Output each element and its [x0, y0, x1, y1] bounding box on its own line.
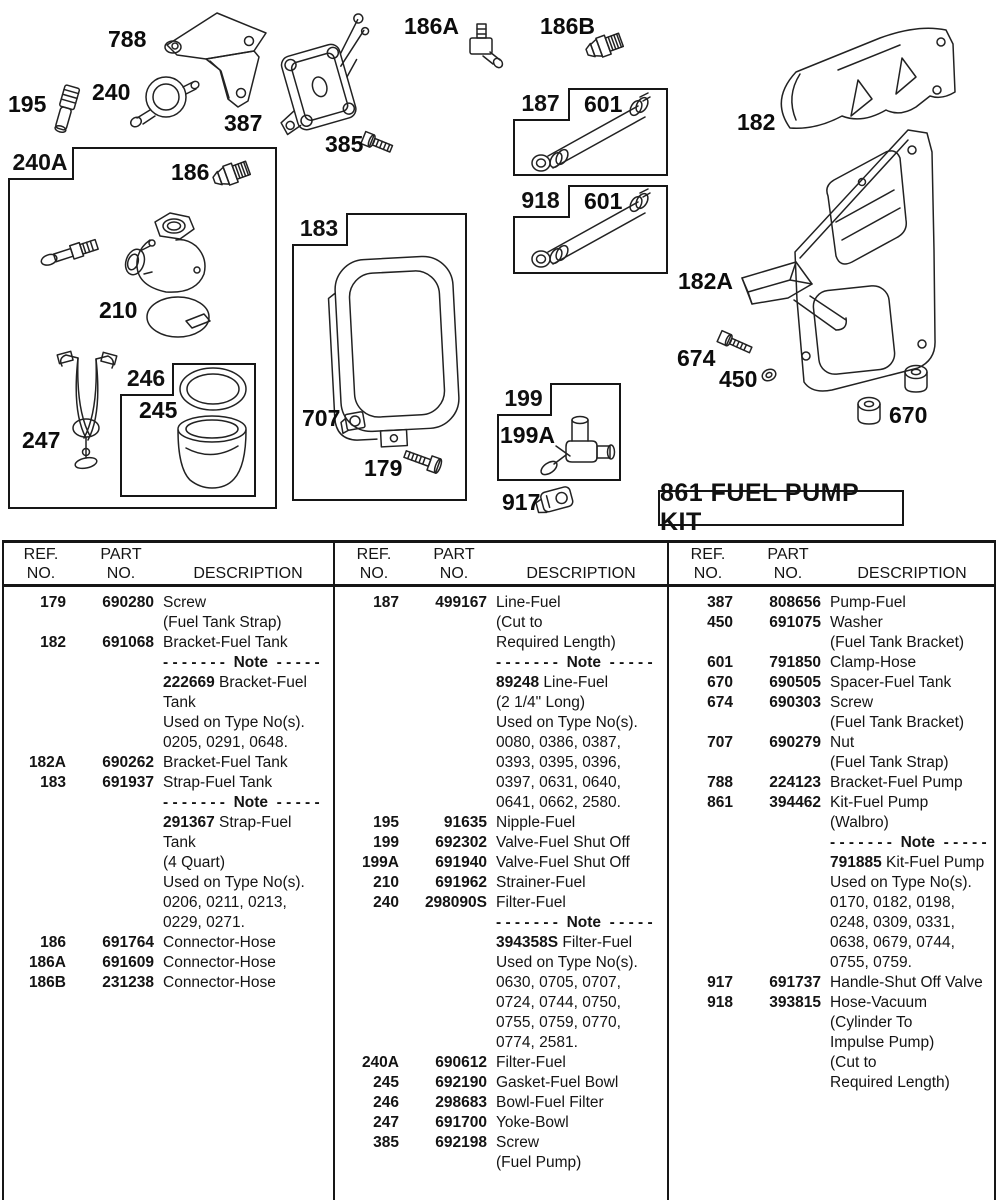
part-row	[673, 673, 991, 693]
part-ref-no: 186B	[28, 974, 66, 991]
part-no-header: PART NO.	[767, 546, 809, 582]
description-line: Connector-Hose	[163, 934, 276, 951]
description-line: - - - - - - - Note - - - - -	[163, 654, 320, 671]
description-line: (Fuel Tank Strap)	[830, 754, 949, 771]
part-description	[163, 633, 330, 753]
part-ref-no: 182	[40, 634, 66, 651]
description-header: DESCRIPTION	[193, 565, 303, 582]
description-line: (Fuel Tank Strap)	[163, 614, 282, 631]
part-description	[496, 853, 663, 873]
description-line: (Fuel Tank Bracket)	[830, 714, 965, 731]
ref-label-385: 385	[325, 131, 364, 157]
part-description	[496, 1133, 663, 1173]
part-no: 690505	[769, 674, 821, 691]
description-line: Valve-Fuel Shut Off	[496, 854, 630, 871]
part-no: 394462	[769, 794, 821, 811]
part-ref-no: 186A	[28, 954, 66, 971]
part-description	[163, 953, 330, 973]
description-line: Used on Type No(s).	[496, 714, 638, 731]
part-description	[496, 833, 663, 853]
ref-no-header: REF. NO.	[356, 546, 392, 582]
part-no-header: PART NO.	[100, 546, 142, 582]
part-ref-no: 674	[707, 694, 733, 711]
part-ref-no: 183	[40, 774, 66, 791]
callout-240A-label: 240A	[8, 147, 74, 180]
description-line: (Cut to	[496, 614, 543, 631]
part-no: 692190	[435, 1074, 487, 1091]
description-line: Required Length)	[496, 634, 616, 651]
part-description	[496, 813, 663, 833]
part-no: 499167	[435, 594, 487, 611]
part-row	[339, 1053, 663, 1073]
part-no: 808656	[769, 594, 821, 611]
description-header: DESCRIPTION	[857, 565, 967, 582]
ref-label-601-lower: 601	[584, 188, 623, 214]
part-no: 691737	[769, 974, 821, 991]
part-no: 393815	[769, 994, 821, 1011]
part-row	[6, 933, 330, 953]
part-ref-no: 199	[373, 834, 399, 851]
description-line: Kit-Fuel Pump	[830, 794, 929, 811]
description-line: Filter-Fuel	[496, 894, 566, 911]
description-line: Screw	[163, 594, 207, 611]
part-row	[339, 1133, 663, 1173]
part-no: 691764	[102, 934, 154, 951]
part-ref-no: 199A	[361, 854, 399, 871]
table-right-rule	[994, 540, 996, 1200]
part-no: 298683	[435, 1094, 487, 1111]
description-line: 0755, 0759.	[830, 954, 912, 971]
part-row	[673, 613, 991, 653]
ref-label-240: 240	[92, 79, 131, 105]
part-ref-no: 450	[707, 614, 733, 631]
description-line: Handle-Shut Off Valve	[830, 974, 983, 991]
description-line: 0248, 0309, 0331,	[830, 914, 955, 931]
ref-label-186B: 186B	[540, 13, 595, 39]
description-line: Screw	[830, 694, 874, 711]
ref-label-917: 917	[502, 489, 541, 515]
description-line: Strap-Fuel Tank	[163, 774, 273, 791]
part-ref-no: 186	[40, 934, 66, 951]
description-line: 222669 Bracket-Fuel	[163, 674, 307, 691]
description-line: Filter-Fuel	[496, 1054, 566, 1071]
description-line: (2 1/4" Long)	[496, 694, 586, 711]
description-line: Screw	[496, 1134, 540, 1151]
part-no: 691940	[435, 854, 487, 871]
part-no: 690612	[435, 1054, 487, 1071]
description-line: Bowl-Fuel Filter	[496, 1094, 604, 1111]
part-description	[496, 1073, 663, 1093]
table-header-rule	[2, 584, 996, 587]
part-ref-no: 670	[707, 674, 733, 691]
description-line: Valve-Fuel Shut Off	[496, 834, 630, 851]
part-ref-no: 187	[373, 594, 399, 611]
part-description	[830, 733, 991, 773]
filter-240-drawing	[129, 77, 200, 129]
shield-182-drawing	[781, 28, 955, 128]
part-row	[6, 633, 330, 753]
part-description	[496, 593, 663, 813]
part-no: 692198	[435, 1134, 487, 1151]
part-row	[673, 693, 991, 733]
part-row	[673, 733, 991, 773]
description-line: 0774, 2581.	[496, 1034, 578, 1051]
part-ref-no: 601	[707, 654, 733, 671]
part-no: 690279	[769, 734, 821, 751]
description-line: 0641, 0662, 2580.	[496, 794, 621, 811]
description-line: 0638, 0679, 0744,	[830, 934, 955, 951]
ref-label-186: 186	[171, 159, 210, 185]
part-no: 690280	[102, 594, 154, 611]
part-description	[830, 653, 991, 673]
description-line: 291367 Strap-Fuel	[163, 814, 292, 831]
part-description	[163, 753, 330, 773]
description-line: 0205, 0291, 0648.	[163, 734, 288, 751]
part-ref-no: 210	[373, 874, 399, 891]
part-no-header: PART NO.	[433, 546, 475, 582]
part-ref-no: 788	[707, 774, 733, 791]
part-row	[339, 853, 663, 873]
screw-385-drawing	[361, 132, 394, 155]
description-line: Tank	[163, 834, 196, 851]
pump-387-drawing	[258, 12, 390, 136]
description-line: Bracket-Fuel Pump	[830, 774, 963, 791]
part-row	[673, 593, 991, 613]
part-ref-no: 387	[707, 594, 733, 611]
part-row	[339, 893, 663, 1053]
ref-label-247: 247	[22, 427, 61, 453]
description-line: Line-Fuel	[496, 594, 561, 611]
part-description	[163, 973, 330, 993]
description-line: - - - - - - - Note - - - - -	[830, 834, 987, 851]
part-row	[673, 973, 991, 993]
part-ref-no: 245	[373, 1074, 399, 1091]
part-no: 691700	[435, 1114, 487, 1131]
ref-label-450: 450	[719, 366, 758, 392]
callout-918-label: 918	[513, 185, 570, 218]
part-row	[6, 753, 330, 773]
description-line: (Fuel Tank Bracket)	[830, 634, 965, 651]
part-no: 298090S	[424, 894, 487, 911]
ref-label-674: 674	[677, 345, 716, 371]
parts-column-3	[673, 593, 991, 1093]
part-ref-no: 918	[707, 994, 733, 1011]
ref-label-387: 387	[224, 110, 263, 136]
callout-246-label: 246	[120, 363, 174, 396]
part-description	[830, 693, 991, 733]
part-description	[163, 593, 330, 633]
part-description	[830, 793, 991, 973]
part-ref-no: 917	[707, 974, 733, 991]
description-line: 791885 Kit-Fuel Pump	[830, 854, 985, 871]
part-no: 691609	[102, 954, 154, 971]
ref-label-601-upper: 601	[584, 91, 623, 117]
description-line: Nipple-Fuel	[496, 814, 576, 831]
description-line: Hose-Vacuum	[830, 994, 928, 1011]
part-ref-no: 179	[40, 594, 66, 611]
description-line: - - - - - - - Note - - - - -	[496, 914, 653, 931]
nipple-195-drawing	[52, 85, 79, 134]
description-line: Impulse Pump)	[830, 1034, 935, 1051]
part-description	[496, 1093, 663, 1113]
description-line: 0206, 0211, 0213,	[163, 894, 287, 911]
part-row	[6, 773, 330, 933]
ref-label-210: 210	[99, 297, 138, 323]
description-line: 0229, 0271.	[163, 914, 245, 931]
part-row	[339, 833, 663, 853]
part-row	[339, 1073, 663, 1093]
callout-187-label: 187	[513, 88, 570, 121]
table-divider-2	[667, 540, 669, 1200]
part-no: 91635	[443, 814, 487, 831]
part-row	[673, 993, 991, 1093]
part-ref-no: 246	[373, 1094, 399, 1111]
part-ref-no: 707	[707, 734, 733, 751]
ref-label-245: 245	[139, 397, 178, 423]
description-line: 0724, 0744, 0750,	[496, 994, 621, 1011]
description-line: Connector-Hose	[163, 954, 276, 971]
part-no: 231238	[102, 974, 154, 991]
description-line: Used on Type No(s).	[163, 874, 305, 891]
bracket-182A-drawing	[795, 130, 935, 391]
part-row	[6, 953, 330, 973]
part-no: 692302	[435, 834, 487, 851]
part-no: 691075	[769, 614, 821, 631]
part-description	[163, 933, 330, 953]
ref-label-186A: 186A	[404, 13, 459, 39]
ref-label-182A: 182A	[678, 268, 733, 294]
column-header-2	[339, 545, 663, 583]
connector-186A-drawing	[470, 24, 504, 69]
description-line: 0755, 0759, 0770,	[496, 1014, 621, 1031]
part-row	[339, 873, 663, 893]
part-no: 224123	[769, 774, 821, 791]
parts-column-2	[339, 593, 663, 1173]
description-line: Bracket-Fuel Tank	[163, 754, 288, 771]
part-ref-no: 247	[373, 1114, 399, 1131]
description-line: (4 Quart)	[163, 854, 226, 871]
part-description	[496, 873, 663, 893]
part-description	[163, 773, 330, 933]
description-line: Bracket-Fuel Tank	[163, 634, 288, 651]
description-line: (Fuel Pump)	[496, 1154, 582, 1171]
part-ref-no: 861	[707, 794, 733, 811]
description-line: Gasket-Fuel Bowl	[496, 1074, 619, 1091]
description-line: 0630, 0705, 0707,	[496, 974, 621, 991]
part-no: 690262	[102, 754, 154, 771]
part-row	[339, 1093, 663, 1113]
part-row	[673, 793, 991, 973]
part-ref-no: 182A	[28, 754, 66, 771]
part-no: 691068	[102, 634, 154, 651]
description-line: Used on Type No(s).	[163, 714, 305, 731]
description-line: 0080, 0386, 0387,	[496, 734, 621, 751]
bracket-788-drawing	[165, 13, 266, 107]
ref-no-header: REF. NO.	[690, 546, 726, 582]
washer-450-drawing	[760, 367, 777, 383]
description-line: Pump-Fuel	[830, 594, 906, 611]
description-line: Used on Type No(s).	[496, 954, 638, 971]
part-row	[673, 773, 991, 793]
part-row	[6, 593, 330, 633]
description-line: Connector-Hose	[163, 974, 276, 991]
part-row	[673, 653, 991, 673]
part-description	[496, 893, 663, 1053]
column-header-3	[673, 545, 991, 583]
description-line: 0397, 0631, 0640,	[496, 774, 621, 791]
part-description	[496, 1113, 663, 1133]
part-description	[830, 993, 991, 1093]
part-row	[339, 813, 663, 833]
description-line: Tank	[163, 694, 196, 711]
ref-label-199A: 199A	[500, 422, 555, 448]
part-row	[339, 593, 663, 813]
part-description	[496, 1053, 663, 1073]
part-ref-no: 385	[373, 1134, 399, 1151]
description-line: Required Length)	[830, 1074, 950, 1091]
callout-183-label: 183	[292, 213, 348, 246]
part-ref-no: 240A	[361, 1054, 399, 1071]
part-no: 691937	[102, 774, 154, 791]
part-description	[830, 773, 991, 793]
description-line: (Walbro)	[830, 814, 889, 831]
description-line: 0170, 0182, 0198,	[830, 894, 955, 911]
ref-label-670: 670	[889, 402, 928, 428]
part-no: 791850	[769, 654, 821, 671]
description-line: Nut	[830, 734, 855, 751]
ref-no-header: REF. NO.	[23, 546, 59, 582]
table-divider-1	[333, 540, 335, 1200]
description-line: (Cylinder To	[830, 1014, 913, 1031]
description-header: DESCRIPTION	[526, 565, 636, 582]
description-line: Strainer-Fuel	[496, 874, 586, 891]
shelf-182A-drawing	[742, 262, 846, 330]
part-description	[830, 613, 991, 653]
part-ref-no: 195	[373, 814, 399, 831]
parts-column-1	[6, 593, 330, 993]
description-line: Washer	[830, 614, 883, 631]
description-line: Yoke-Bowl	[496, 1114, 569, 1131]
part-no: 691962	[435, 874, 487, 891]
ref-label-788: 788	[108, 26, 147, 52]
table-left-rule	[2, 540, 4, 1200]
description-line: - - - - - - - Note - - - - -	[496, 654, 653, 671]
fuel-pump-kit-title: 861 FUEL PUMP KIT	[658, 490, 904, 526]
ref-label-195: 195	[8, 91, 47, 117]
table-top-rule	[2, 540, 996, 543]
screw-674-drawing	[717, 331, 753, 356]
callout-199-label: 199	[497, 383, 552, 416]
part-description	[830, 973, 991, 993]
part-description	[830, 593, 991, 613]
part-ref-no: 240	[373, 894, 399, 911]
description-line: Spacer-Fuel Tank	[830, 674, 952, 691]
description-line: Clamp-Hose	[830, 654, 917, 671]
part-no: 690303	[769, 694, 821, 711]
description-line: - - - - - - - Note - - - - -	[163, 794, 320, 811]
part-description	[830, 673, 991, 693]
ref-label-707: 707	[302, 405, 341, 431]
part-row	[339, 1113, 663, 1133]
part-row	[6, 973, 330, 993]
ref-label-179: 179	[364, 455, 403, 481]
description-line: 89248 Line-Fuel	[496, 674, 609, 691]
description-line: Used on Type No(s).	[830, 874, 972, 891]
description-line: 394358S Filter-Fuel	[496, 934, 633, 951]
ref-label-182: 182	[737, 109, 776, 135]
column-header-1	[6, 545, 330, 583]
description-line: 0393, 0395, 0396,	[496, 754, 621, 771]
description-line: (Cut to	[830, 1054, 877, 1071]
